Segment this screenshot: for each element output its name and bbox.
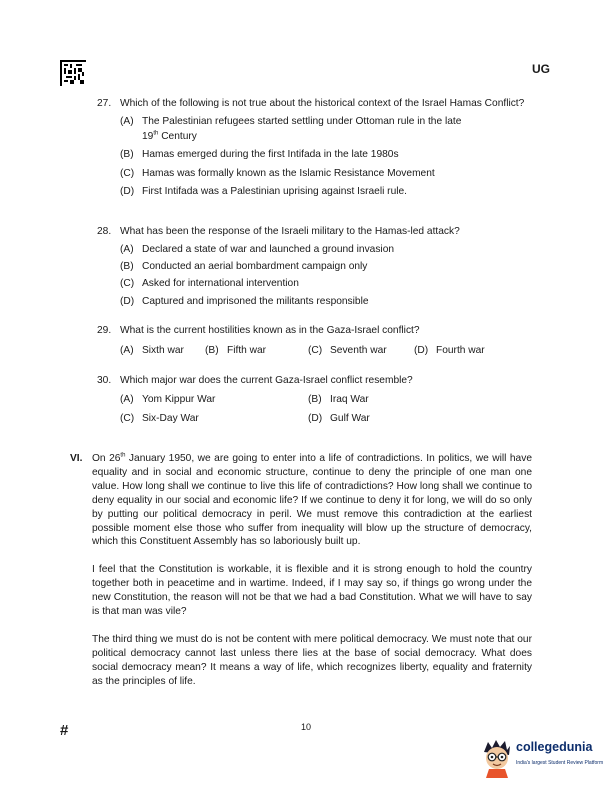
page-number: 10 bbox=[300, 722, 311, 732]
question-stem: What is the current hostilities known as in the Gaza-Israel conflict? bbox=[120, 325, 420, 336]
option bbox=[120, 114, 517, 144]
section-number: VI. bbox=[70, 453, 83, 464]
passage-section bbox=[70, 452, 532, 703]
option-label: (C) bbox=[120, 167, 135, 179]
question-number: 30. bbox=[97, 375, 112, 386]
exam-code: UG bbox=[532, 62, 550, 76]
option-text: Fourth war bbox=[436, 345, 485, 356]
option-text: Six-Day War bbox=[142, 413, 199, 424]
passage-paragraph-1: On 26th January 1950, we are going to enter into a life of contradictions. In politics, we will have equality and in social and economic structure, continue to deny the principle of one man one value. How long shall we continue to live this life of contradictions? How long shall we continue to deny equality in our social and economic life? If we continue to deny it for long, we will do so only by putting our political democracy in peril. We must remove this contradiction at the earliest possible moment else those who suffer from inequality will blow up the structure of democracy, which this Constituent Assembly has so laboriously built up. bbox=[92, 452, 532, 548]
option-text: The Palestinian refugees started settling under Ottoman rule in the late bbox=[142, 116, 462, 127]
question-30 bbox=[97, 373, 530, 430]
question-27 bbox=[97, 96, 530, 199]
passage-paragraph-3: The third thing we must do is not be content with mere political democracy. We must note that our political democracy cannot last unless there lies at the base of social democracy. What does social democracy mean? It means a way of life, which recognizes liberty, equality and fraternity as the principles of life. bbox=[92, 633, 532, 687]
option-label: (C) bbox=[120, 278, 135, 290]
option-text: Iraq War bbox=[330, 394, 369, 405]
option bbox=[120, 147, 517, 162]
mascot-icon bbox=[480, 738, 514, 778]
option bbox=[120, 276, 517, 291]
option-label: (D) bbox=[120, 185, 135, 197]
option-text: Asked for international intervention bbox=[142, 278, 299, 290]
option-label: (A) bbox=[120, 394, 134, 405]
option bbox=[120, 294, 517, 309]
option-text: Sixth war bbox=[142, 345, 184, 356]
option-text: Fifth war bbox=[227, 345, 267, 356]
collegedunia-logo bbox=[480, 738, 602, 780]
option bbox=[120, 166, 517, 181]
question-stem: What has been the response of the Israeli military to the Hamas-led attack? bbox=[120, 226, 460, 237]
option-label: (B) bbox=[308, 394, 322, 405]
question-number: 27. bbox=[97, 98, 112, 109]
option-label: (B) bbox=[120, 149, 134, 161]
option-text: Hamas emerged during the first Intifada in the late 1980s bbox=[142, 149, 399, 161]
option bbox=[120, 242, 517, 257]
option-label: (C) bbox=[308, 345, 323, 356]
question-stem: Which major war does the current Gaza-Israel conflict resemble? bbox=[120, 375, 413, 386]
option-text: First Intifada was a Palestinian uprising against Israeli rule. bbox=[142, 185, 408, 197]
option-label: (A) bbox=[120, 345, 134, 356]
passage-paragraph-2: I feel that the Constitution is workable, it is flexible and it is strong enough to hold the country together both in peacetime and in wartime. Indeed, if I may say so, if things go wrong under the new Constitution, the reason will not be that we had a bad Constitution. What we will have to say is that man was vile? bbox=[92, 564, 532, 618]
brand-name: collegedunia bbox=[516, 740, 593, 754]
option bbox=[120, 184, 517, 199]
option-label: (B) bbox=[120, 261, 134, 273]
question-29 bbox=[97, 323, 530, 359]
option-text: Hamas was formally known as the Islamic Resistance Movement bbox=[142, 167, 435, 179]
hash-mark: # bbox=[60, 722, 69, 739]
option-label: (C) bbox=[120, 413, 135, 424]
option-label: (B) bbox=[205, 345, 219, 356]
option-text: Seventh war bbox=[330, 345, 387, 356]
option-label: (A) bbox=[120, 116, 134, 127]
option-label: (D) bbox=[308, 413, 323, 424]
question-number: 29. bbox=[97, 325, 112, 336]
question-stem: Which of the following is not true about the historical context of the Israel Hamas Conflict? bbox=[120, 98, 525, 109]
option-text: Yom Kippur War bbox=[142, 394, 216, 405]
option-label: (D) bbox=[120, 295, 135, 307]
brand-tagline: India's largest Student Review Platform bbox=[516, 760, 604, 766]
option-text: Conducted an aerial bombardment campaign only bbox=[142, 261, 368, 273]
option bbox=[120, 259, 517, 274]
option-text-line2: 19th Century bbox=[142, 130, 197, 143]
option-label: (A) bbox=[120, 244, 134, 255]
option-text: Gulf War bbox=[330, 413, 370, 424]
option-text: Captured and imprisoned the militants responsible bbox=[142, 295, 369, 307]
question-number: 28. bbox=[97, 226, 112, 237]
question-28 bbox=[97, 224, 530, 309]
qr-code-icon bbox=[60, 60, 86, 86]
option-label: (D) bbox=[414, 345, 429, 356]
option-text: Declared a state of war and launched a ground invasion bbox=[142, 244, 395, 255]
